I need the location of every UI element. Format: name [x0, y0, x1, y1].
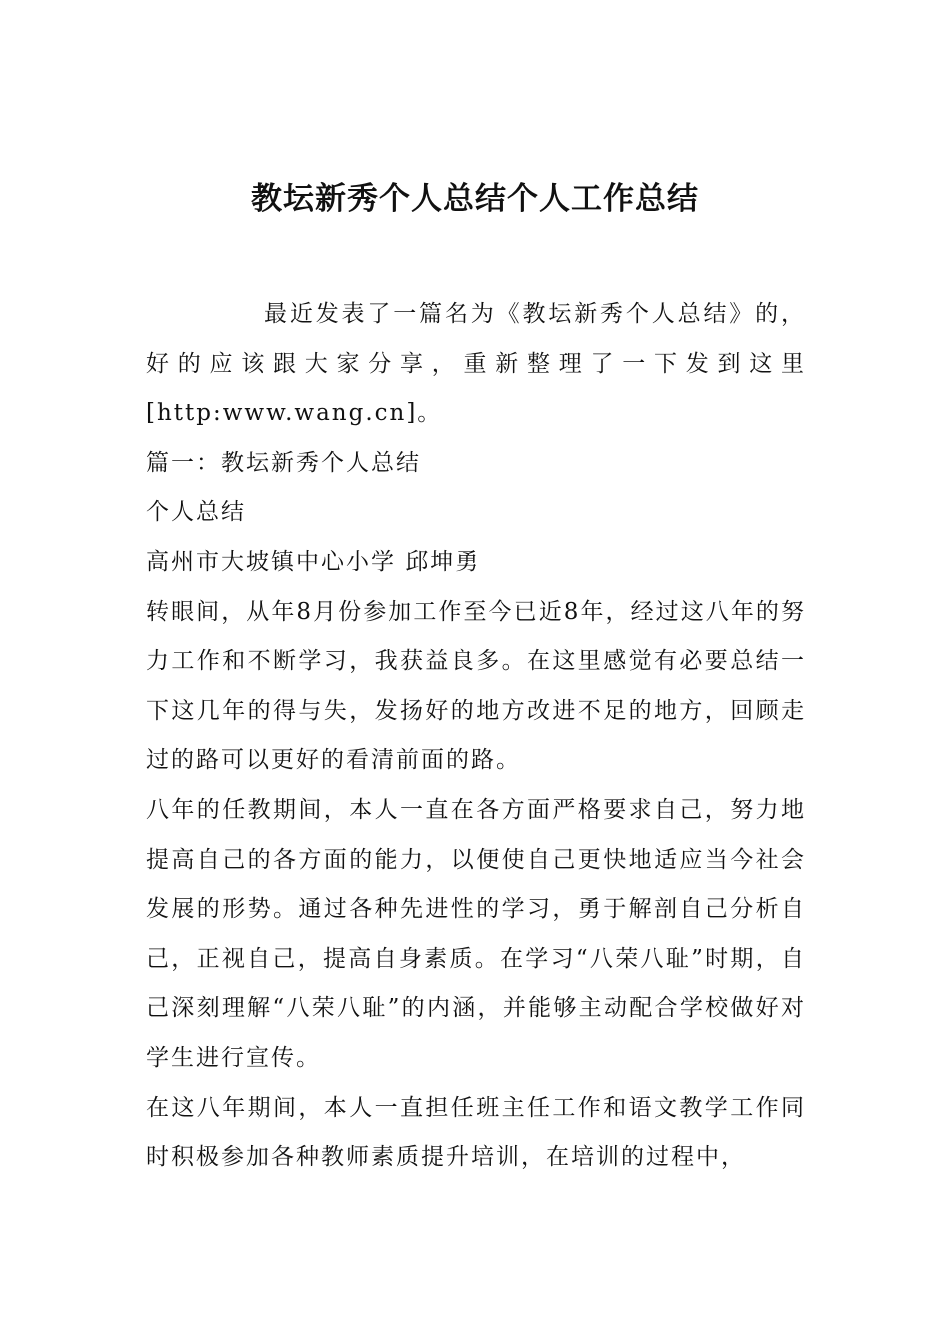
subsection-heading: 个人总结	[146, 499, 246, 526]
document-body	[146, 290, 806, 1183]
author-line: 高州市大坡镇中心小学 邱坤勇	[146, 548, 481, 575]
document-title: 教坛新秀个人总结个人工作总结	[251, 180, 699, 217]
intro-paragraph: 最近发表了一篇名为《教坛新秀个人总结》的，好的应该跟大家分享，重新整理了一下发到这里[http:www.wang.cn]。	[146, 301, 806, 427]
body-paragraph: 八年的任教期间，本人一直在各方面严格要求自己，努力地提高自己的各方面的能力，以便使自己更快地适应当今社会发展的形势。通过各种先进性的学习，勇于解剖自己分析自己，正视自己，提高自身素质。在学习“八荣八耻”时期，自己深刻理解“八荣八耻”的内涵，并能够主动配合学校做好对学生进行宣传。	[146, 796, 806, 1071]
section-heading: 篇一：教坛新秀个人总结	[146, 449, 421, 476]
body-paragraph: 转眼间，从年8月份参加工作至今已近8年，经过这八年的努力工作和不断学习，我获益良多。在这里感觉有必要总结一下这几年的得与失，发扬好的地方改进不足的地方，回顾走过的路可以更好的看清前面的路。	[146, 598, 806, 774]
body-paragraph: 在这八年期间，本人一直担任班主任工作和语文教学工作同时积极参加各种教师素质提升培训，在培训的过程中，	[146, 1094, 806, 1171]
